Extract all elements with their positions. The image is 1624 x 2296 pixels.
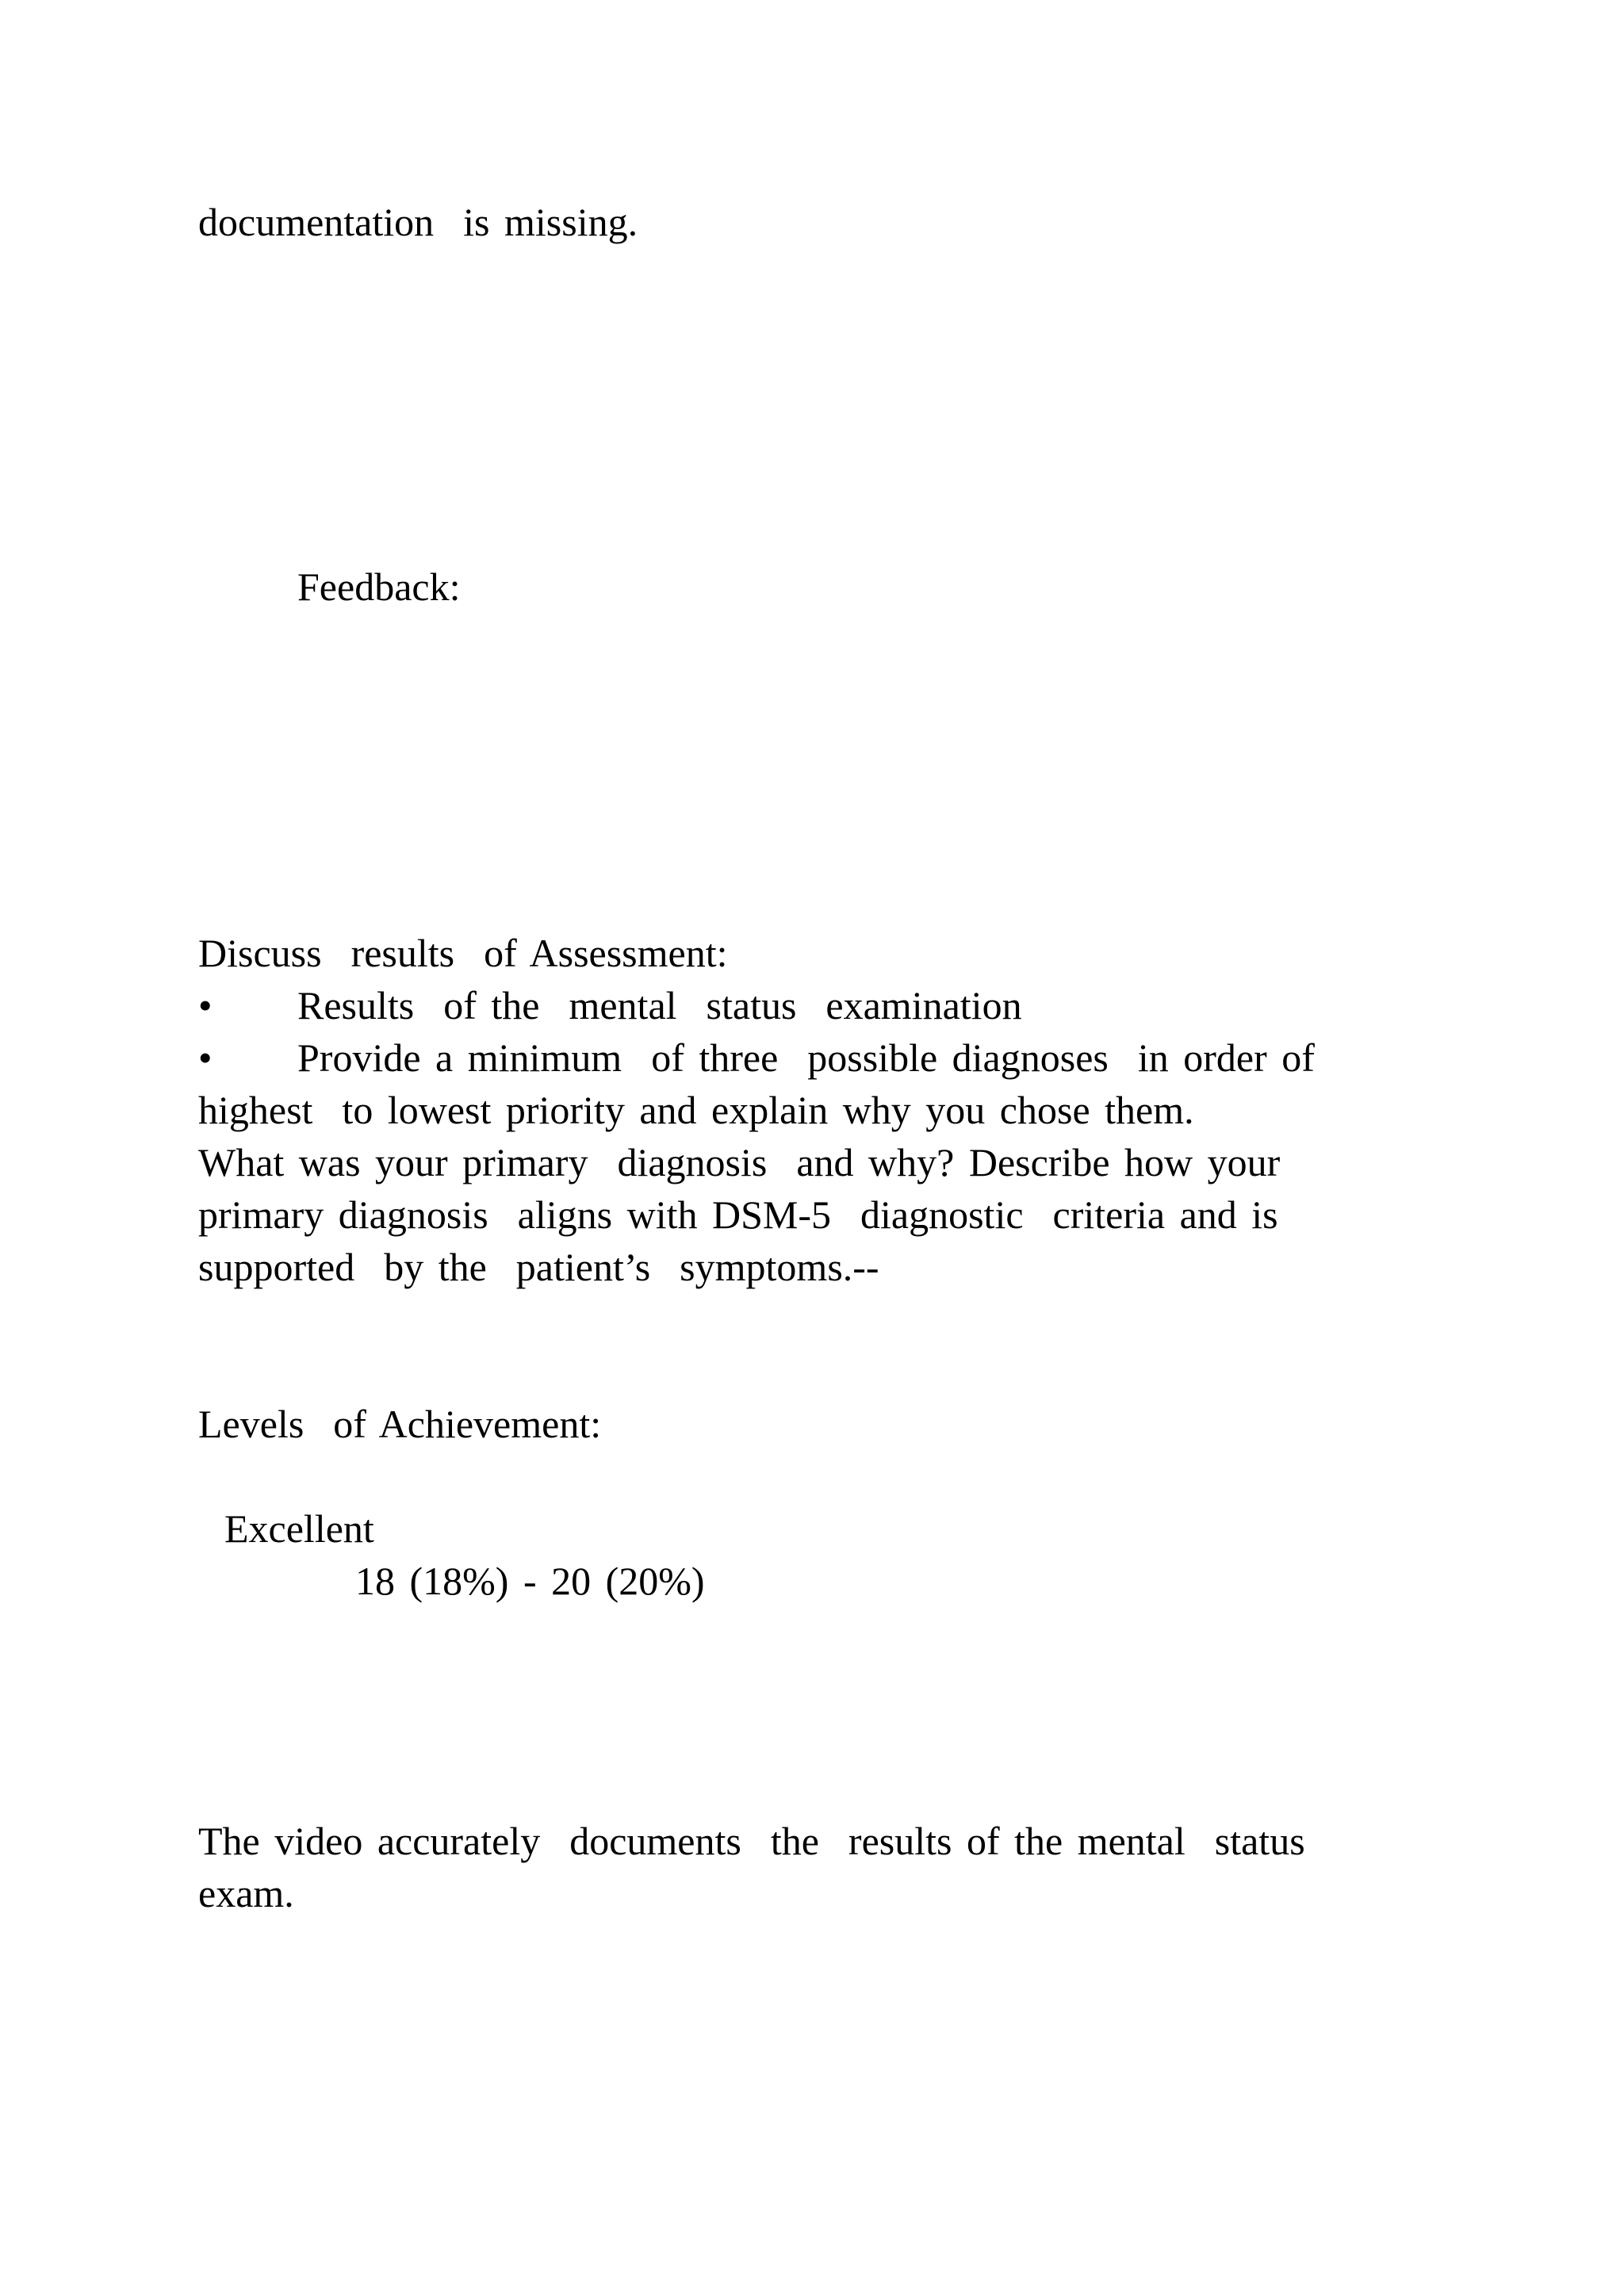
section-heading: Discuss results of Assessment: [198, 931, 728, 975]
description-line-1: The video accurately documents the results of the mental status [198, 1819, 1305, 1863]
levels-heading: Levels of Achievement: [198, 1402, 602, 1446]
level-name: Excellent [224, 1506, 374, 1551]
description-line-2: exam. [198, 1871, 294, 1915]
paragraph-line-3: primary diagnosis aligns with DSM-5 diagnostic criteria and is [198, 1192, 1278, 1237]
paragraph-line-1: highest to lowest priority and explain why you chose them. [198, 1088, 1194, 1132]
bullet-text-2: Provide a minimum of three possible diagnoses in order of [297, 1035, 1315, 1080]
bullet-marker-1: • [198, 983, 213, 1027]
bullet-text-1: Results of the mental status examination [297, 983, 1022, 1027]
bullet-marker-2: • [198, 1035, 213, 1080]
paragraph-line-2: What was your primary diagnosis and why? Describe how your [198, 1140, 1281, 1184]
level-score: 18 (18%) - 20 (20%) [355, 1559, 705, 1603]
line-top: documentation is missing. [198, 200, 638, 244]
feedback-label: Feedback: [297, 564, 461, 609]
paragraph-line-4: supported by the patient’s symptoms.-- [198, 1245, 879, 1289]
